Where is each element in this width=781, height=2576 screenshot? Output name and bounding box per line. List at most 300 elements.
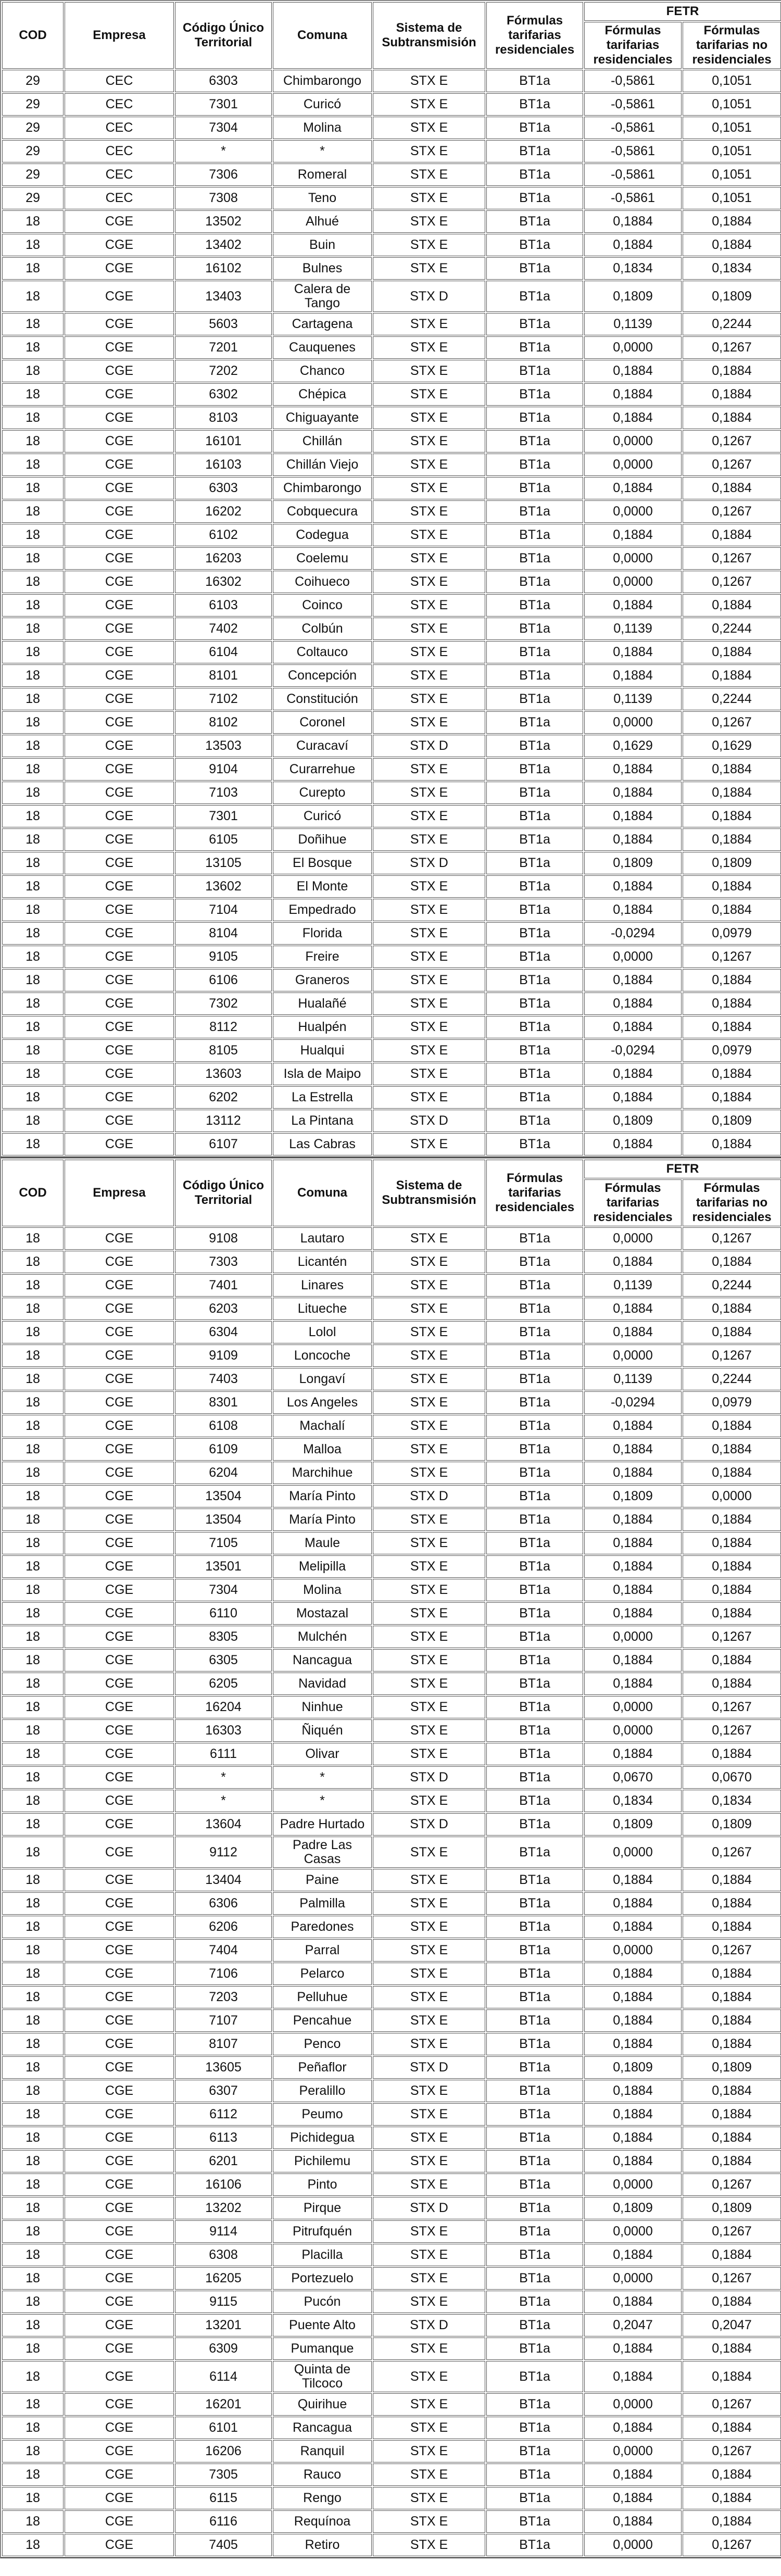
cell-formula-tarifaria: BT1a — [486, 2244, 583, 2266]
cell-sistema-subtransmision: STX E — [373, 234, 485, 256]
cell-fetr-no-residencial: 0,1884 — [683, 2338, 781, 2360]
cell-empresa: CEC — [65, 187, 174, 209]
cell-sistema-subtransmision: STX E — [373, 1368, 485, 1390]
cell-cod: 18 — [2, 2009, 64, 2032]
table-row — [2, 641, 781, 663]
cell-sistema-subtransmision: STX E — [373, 2244, 485, 2266]
table-row — [2, 1579, 781, 1601]
cell-empresa: CGE — [65, 1766, 174, 1789]
table-row — [2, 1939, 781, 1962]
cell-empresa: CGE — [65, 1039, 174, 1062]
table-row — [2, 805, 781, 827]
cell-fetr-residencial: 0,1884 — [584, 1321, 682, 1343]
cell-fetr-residencial: 0,0000 — [584, 1626, 682, 1648]
cell-empresa: CGE — [65, 2056, 174, 2079]
cell-codigo-unico-territorial: 13504 — [175, 1509, 272, 1531]
table-row — [2, 2440, 781, 2462]
cell-fetr-no-residencial: 0,1267 — [683, 454, 781, 476]
cell-sistema-subtransmision: STX E — [373, 1555, 485, 1578]
cell-fetr-no-residencial: 0,1884 — [683, 2009, 781, 2032]
cell-fetr-residencial: -0,0294 — [584, 922, 682, 945]
cell-sistema-subtransmision: STX E — [373, 922, 485, 945]
cell-sistema-subtransmision: STX E — [373, 1532, 485, 1554]
cell-fetr-residencial: 0,1884 — [584, 1579, 682, 1601]
table-row — [2, 1086, 781, 1109]
cell-empresa: CGE — [65, 2361, 174, 2392]
cell-sistema-subtransmision: STX E — [373, 641, 485, 663]
table-row — [2, 1016, 781, 1038]
cell-fetr-residencial: 0,1834 — [584, 257, 682, 280]
cell-fetr-residencial: -0,5861 — [584, 164, 682, 186]
cell-sistema-subtransmision: STX E — [373, 1696, 485, 1718]
cell-formula-tarifaria: BT1a — [486, 992, 583, 1015]
cell-fetr-no-residencial: 0,1884 — [683, 1321, 781, 1343]
cell-fetr-no-residencial: 0,1884 — [683, 1086, 781, 1109]
header-fetr: FETR — [584, 2, 781, 21]
cell-empresa: CGE — [65, 1485, 174, 1507]
cell-comuna: Mulchén — [273, 1626, 372, 1648]
cell-empresa: CGE — [65, 1415, 174, 1437]
cell-comuna: Pirque — [273, 2197, 372, 2219]
table-row — [2, 547, 781, 570]
header-sistema-subtransmision: Sistema de Subtransmisión — [373, 1160, 485, 1226]
cell-codigo-unico-territorial: 16201 — [175, 2393, 272, 2416]
cell-cod: 18 — [2, 2291, 64, 2313]
cell-comuna: Marchihue — [273, 1462, 372, 1484]
cell-formula-tarifaria: BT1a — [486, 2464, 583, 2486]
cell-formula-tarifaria: BT1a — [486, 735, 583, 757]
cell-codigo-unico-territorial: 16103 — [175, 454, 272, 476]
table-row — [2, 117, 781, 139]
cell-fetr-residencial: 0,1884 — [584, 1063, 682, 1085]
cell-cod: 18 — [2, 571, 64, 593]
cell-comuna: Cartagena — [273, 313, 372, 335]
table-row — [2, 1626, 781, 1648]
cell-formula-tarifaria: BT1a — [486, 140, 583, 162]
header-fetr-residenciales: Fórmulas tarifarias residenciales — [584, 1179, 682, 1226]
cell-cod: 18 — [2, 477, 64, 499]
cell-comuna: Pumanque — [273, 2338, 372, 2360]
cell-fetr-residencial: 0,1809 — [584, 2197, 682, 2219]
cell-fetr-no-residencial: 0,1051 — [683, 70, 781, 92]
cell-fetr-residencial: 0,1884 — [584, 594, 682, 617]
cell-empresa: CGE — [65, 1509, 174, 1531]
cell-fetr-residencial: 0,0670 — [584, 1766, 682, 1789]
cell-sistema-subtransmision: STX E — [373, 2267, 485, 2290]
cell-fetr-no-residencial: 0,1809 — [683, 281, 781, 312]
cell-codigo-unico-territorial: 6104 — [175, 641, 272, 663]
cell-fetr-residencial: 0,1884 — [584, 1869, 682, 1891]
cell-cod: 18 — [2, 1790, 64, 1812]
cell-formula-tarifaria: BT1a — [486, 454, 583, 476]
cell-fetr-no-residencial: 0,1267 — [683, 2393, 781, 2416]
table-row — [2, 2173, 781, 2196]
cell-sistema-subtransmision: STX E — [373, 969, 485, 991]
header-sistema-subtransmision: Sistema de Subtransmisión — [373, 2, 485, 69]
cell-formula-tarifaria: BT1a — [486, 1916, 583, 1938]
cell-empresa: CGE — [65, 805, 174, 827]
cell-cod: 18 — [2, 2103, 64, 2126]
table-row — [2, 2220, 781, 2243]
cell-sistema-subtransmision: STX E — [373, 2510, 485, 2533]
header-codigo-unico-territorial: Código Único Territorial — [175, 1160, 272, 1226]
cell-empresa: CGE — [65, 210, 174, 233]
cell-formula-tarifaria: BT1a — [486, 2291, 583, 2313]
cell-sistema-subtransmision: STX E — [373, 1837, 485, 1868]
cell-cod: 18 — [2, 336, 64, 359]
table-row — [2, 383, 781, 406]
cell-codigo-unico-territorial: 7304 — [175, 1579, 272, 1601]
table-row — [2, 875, 781, 898]
cell-comuna: Pinto — [273, 2173, 372, 2196]
cell-formula-tarifaria: BT1a — [486, 641, 583, 663]
table-row — [2, 2150, 781, 2172]
cell-empresa: CGE — [65, 1086, 174, 1109]
cell-fetr-no-residencial: 0,1629 — [683, 735, 781, 757]
cell-codigo-unico-territorial: 6115 — [175, 2487, 272, 2509]
cell-sistema-subtransmision: STX E — [373, 664, 485, 687]
cell-comuna: Chillán Viejo — [273, 454, 372, 476]
cell-fetr-no-residencial: 0,1884 — [683, 1438, 781, 1461]
cell-fetr-residencial: 0,2047 — [584, 2314, 682, 2336]
cell-sistema-subtransmision: STX E — [373, 164, 485, 186]
cell-empresa: CGE — [65, 2244, 174, 2266]
cell-fetr-no-residencial: 0,1884 — [683, 1892, 781, 1915]
cell-fetr-residencial: 0,1884 — [584, 1462, 682, 1484]
cell-empresa: CGE — [65, 2338, 174, 2360]
cell-fetr-no-residencial: 0,1884 — [683, 2080, 781, 2102]
table-row — [2, 1133, 781, 1155]
cell-fetr-no-residencial: 0,1884 — [683, 782, 781, 804]
cell-sistema-subtransmision: STX E — [373, 210, 485, 233]
cell-comuna: El Bosque — [273, 852, 372, 874]
cell-fetr-no-residencial: 0,1267 — [683, 1227, 781, 1250]
cell-fetr-residencial: 0,1884 — [584, 782, 682, 804]
cell-codigo-unico-territorial: 6205 — [175, 1673, 272, 1695]
cell-fetr-residencial: 0,1884 — [584, 1649, 682, 1672]
cell-comuna: Palmilla — [273, 1892, 372, 1915]
cell-codigo-unico-territorial: 8102 — [175, 711, 272, 734]
cell-fetr-no-residencial: 0,1267 — [683, 2173, 781, 2196]
cell-codigo-unico-territorial: 16202 — [175, 500, 272, 523]
cell-fetr-residencial: 0,0000 — [584, 2220, 682, 2243]
header-fetr: FETR — [584, 1160, 781, 1178]
cell-fetr-no-residencial: 0,0000 — [683, 1485, 781, 1507]
cell-fetr-no-residencial: 0,1884 — [683, 2487, 781, 2509]
cell-fetr-no-residencial: 0,2244 — [683, 1368, 781, 1390]
cell-sistema-subtransmision: STX E — [373, 1391, 485, 1414]
cell-sistema-subtransmision: STX E — [373, 805, 485, 827]
cell-sistema-subtransmision: STX D — [373, 1766, 485, 1789]
cell-formula-tarifaria: BT1a — [486, 210, 583, 233]
cell-sistema-subtransmision: STX D — [373, 1813, 485, 1836]
cell-fetr-residencial: 0,1884 — [584, 2033, 682, 2055]
header-formulas-tarifarias: Fórmulas tarifarias residenciales — [486, 2, 583, 69]
cell-empresa: CGE — [65, 360, 174, 382]
cell-formula-tarifaria: BT1a — [486, 1509, 583, 1531]
cell-fetr-no-residencial: 0,1884 — [683, 2244, 781, 2266]
cell-cod: 18 — [2, 641, 64, 663]
table-row — [2, 257, 781, 280]
table-row — [2, 1462, 781, 1484]
table-row — [2, 2417, 781, 2439]
cell-fetr-residencial: 0,1884 — [584, 2150, 682, 2172]
table-row — [2, 2393, 781, 2416]
cell-codigo-unico-territorial: 6203 — [175, 1298, 272, 1320]
cell-codigo-unico-territorial: 8107 — [175, 2033, 272, 2055]
cell-empresa: CGE — [65, 1391, 174, 1414]
cell-formula-tarifaria: BT1a — [486, 1438, 583, 1461]
cell-empresa: CGE — [65, 1555, 174, 1578]
cell-formula-tarifaria: BT1a — [486, 1869, 583, 1891]
cell-fetr-no-residencial: 0,1884 — [683, 1869, 781, 1891]
cell-fetr-residencial: 0,0000 — [584, 1837, 682, 1868]
cell-fetr-residencial: 0,1884 — [584, 2127, 682, 2149]
cell-cod: 29 — [2, 140, 64, 162]
cell-cod: 18 — [2, 1579, 64, 1601]
cell-sistema-subtransmision: STX E — [373, 2173, 485, 2196]
cell-fetr-residencial: 0,1809 — [584, 2056, 682, 2079]
cell-empresa: CGE — [65, 711, 174, 734]
cell-formula-tarifaria: BT1a — [486, 1766, 583, 1789]
cell-cod: 18 — [2, 1939, 64, 1962]
cell-comuna: Coronel — [273, 711, 372, 734]
table-row — [2, 407, 781, 429]
cell-comuna: Cobquecura — [273, 500, 372, 523]
cell-sistema-subtransmision: STX E — [373, 571, 485, 593]
cell-empresa: CGE — [65, 1790, 174, 1812]
cell-fetr-residencial: 0,1139 — [584, 1274, 682, 1297]
cell-empresa: CGE — [65, 2127, 174, 2149]
header-cod: COD — [2, 2, 64, 69]
table-row — [2, 1485, 781, 1507]
cell-empresa: CEC — [65, 164, 174, 186]
cell-comuna: Lolol — [273, 1321, 372, 1343]
cell-fetr-no-residencial: 0,1884 — [683, 2464, 781, 2486]
cell-sistema-subtransmision: STX D — [373, 2314, 485, 2336]
cell-comuna: Malloa — [273, 1438, 372, 1461]
cell-comuna: Romeral — [273, 164, 372, 186]
cell-cod: 29 — [2, 117, 64, 139]
cell-sistema-subtransmision: STX E — [373, 1274, 485, 1297]
cell-codigo-unico-territorial: 7103 — [175, 782, 272, 804]
cell-codigo-unico-territorial: 7402 — [175, 618, 272, 640]
table-row — [2, 1986, 781, 2008]
cell-cod: 18 — [2, 1485, 64, 1507]
cell-comuna: Retiro — [273, 2534, 372, 2556]
cell-sistema-subtransmision: STX E — [373, 2150, 485, 2172]
cell-fetr-residencial: 0,1139 — [584, 1368, 682, 1390]
cell-comuna: Litueche — [273, 1298, 372, 1320]
header-fetr-no-residenciales: Fórmulas tarifarias no residenciales — [683, 22, 781, 69]
cell-formula-tarifaria: BT1a — [486, 1939, 583, 1962]
cell-fetr-no-residencial: 0,1884 — [683, 2417, 781, 2439]
table-row — [2, 187, 781, 209]
cell-cod: 18 — [2, 688, 64, 710]
cell-empresa: CGE — [65, 2417, 174, 2439]
cell-sistema-subtransmision: STX E — [373, 2103, 485, 2126]
cell-empresa: CGE — [65, 1986, 174, 2008]
fetr-table — [0, 1158, 781, 2558]
cell-formula-tarifaria: BT1a — [486, 1016, 583, 1038]
cell-codigo-unico-territorial: 9112 — [175, 1837, 272, 1868]
cell-cod: 18 — [2, 1039, 64, 1062]
cell-formula-tarifaria: BT1a — [486, 1298, 583, 1320]
cell-cod: 18 — [2, 281, 64, 312]
cell-comuna: Coihueco — [273, 571, 372, 593]
cell-cod: 18 — [2, 2510, 64, 2533]
cell-codigo-unico-territorial: 13603 — [175, 1063, 272, 1085]
table-row — [2, 852, 781, 874]
cell-codigo-unico-territorial: 16102 — [175, 257, 272, 280]
cell-empresa: CGE — [65, 664, 174, 687]
cell-cod: 18 — [2, 946, 64, 968]
cell-codigo-unico-territorial: 7404 — [175, 1939, 272, 1962]
cell-cod: 18 — [2, 1673, 64, 1695]
cell-comuna: Pichidegua — [273, 2127, 372, 2149]
cell-comuna: Placilla — [273, 2244, 372, 2266]
cell-empresa: CGE — [65, 2173, 174, 2196]
cell-fetr-residencial: 0,0000 — [584, 500, 682, 523]
cell-fetr-no-residencial: 0,1051 — [683, 93, 781, 116]
cell-formula-tarifaria: BT1a — [486, 1321, 583, 1343]
cell-empresa: CGE — [65, 1813, 174, 1836]
cell-formula-tarifaria: BT1a — [486, 1555, 583, 1578]
cell-fetr-no-residencial: 0,1884 — [683, 1509, 781, 1531]
cell-formula-tarifaria: BT1a — [486, 2220, 583, 2243]
cell-fetr-residencial: 0,1884 — [584, 1251, 682, 1273]
cell-formula-tarifaria: BT1a — [486, 1963, 583, 1985]
cell-fetr-residencial: 0,1139 — [584, 618, 682, 640]
cell-cod: 18 — [2, 1837, 64, 1868]
cell-sistema-subtransmision: STX E — [373, 117, 485, 139]
cell-fetr-residencial: 0,1884 — [584, 2103, 682, 2126]
cell-fetr-residencial: 0,1809 — [584, 1485, 682, 1507]
cell-cod: 18 — [2, 2150, 64, 2172]
cell-codigo-unico-territorial: 7306 — [175, 164, 272, 186]
cell-fetr-no-residencial: 0,1884 — [683, 594, 781, 617]
cell-codigo-unico-territorial: 13602 — [175, 875, 272, 898]
cell-codigo-unico-territorial: 13605 — [175, 2056, 272, 2079]
cell-formula-tarifaria: BT1a — [486, 2056, 583, 2079]
cell-sistema-subtransmision: STX E — [373, 430, 485, 453]
cell-comuna: Cauquenes — [273, 336, 372, 359]
cell-fetr-no-residencial: 0,1884 — [683, 234, 781, 256]
cell-fetr-residencial: 0,1884 — [584, 969, 682, 991]
cell-empresa: CGE — [65, 782, 174, 804]
cell-cod: 18 — [2, 2487, 64, 2509]
cell-sistema-subtransmision: STX E — [373, 336, 485, 359]
cell-fetr-no-residencial: 0,1809 — [683, 1110, 781, 1132]
cell-comuna: Parral — [273, 1939, 372, 1962]
cell-comuna: Los Angeles — [273, 1391, 372, 1414]
cell-fetr-no-residencial: 0,0979 — [683, 1391, 781, 1414]
cell-empresa: CGE — [65, 1016, 174, 1038]
cell-formula-tarifaria: BT1a — [486, 2150, 583, 2172]
table-row — [2, 2338, 781, 2360]
cell-empresa: CGE — [65, 1719, 174, 1742]
cell-fetr-no-residencial: 0,0979 — [683, 922, 781, 945]
table-row — [2, 336, 781, 359]
cell-cod: 18 — [2, 922, 64, 945]
table-row — [2, 2056, 781, 2079]
cell-cod: 18 — [2, 383, 64, 406]
cell-empresa: CGE — [65, 2220, 174, 2243]
cell-formula-tarifaria: BT1a — [486, 117, 583, 139]
table-row — [2, 1039, 781, 1062]
cell-fetr-no-residencial: 0,1884 — [683, 828, 781, 851]
cell-comuna: Curacaví — [273, 735, 372, 757]
cell-codigo-unico-territorial: 6110 — [175, 1602, 272, 1625]
cell-codigo-unico-territorial: 6111 — [175, 1743, 272, 1765]
cell-comuna: Peralillo — [273, 2080, 372, 2102]
cell-empresa: CGE — [65, 430, 174, 453]
cell-fetr-residencial: 0,1884 — [584, 477, 682, 499]
cell-sistema-subtransmision: STX E — [373, 313, 485, 335]
cell-fetr-no-residencial: 0,1884 — [683, 2127, 781, 2149]
cell-codigo-unico-territorial: 6107 — [175, 1133, 272, 1155]
cell-fetr-residencial: 0,1884 — [584, 758, 682, 781]
cell-cod: 18 — [2, 2056, 64, 2079]
cell-formula-tarifaria: BT1a — [486, 313, 583, 335]
cell-fetr-no-residencial: 0,1267 — [683, 1344, 781, 1367]
table-row — [2, 2510, 781, 2533]
cell-sistema-subtransmision: STX E — [373, 407, 485, 429]
cell-fetr-no-residencial: 0,1884 — [683, 1532, 781, 1554]
cell-cod: 18 — [2, 430, 64, 453]
cell-comuna: Requínoa — [273, 2510, 372, 2533]
table-row — [2, 992, 781, 1015]
cell-formula-tarifaria: BT1a — [486, 2534, 583, 2556]
cell-comuna: Rauco — [273, 2464, 372, 2486]
cell-fetr-residencial: 0,1884 — [584, 2080, 682, 2102]
cell-comuna: Padre Las Casas — [273, 1837, 372, 1868]
cell-sistema-subtransmision: STX E — [373, 70, 485, 92]
table-row — [2, 2464, 781, 2486]
table-row — [2, 1696, 781, 1718]
table-row — [2, 1368, 781, 1390]
table-row — [2, 1251, 781, 1273]
table-row — [2, 828, 781, 851]
cell-fetr-residencial: 0,1884 — [584, 360, 682, 382]
cell-fetr-no-residencial: 0,2244 — [683, 1274, 781, 1297]
cell-codigo-unico-territorial: 7308 — [175, 187, 272, 209]
cell-fetr-residencial: 0,0000 — [584, 1719, 682, 1742]
cell-empresa: CGE — [65, 1438, 174, 1461]
cell-codigo-unico-territorial: 7106 — [175, 1963, 272, 1985]
cell-codigo-unico-territorial: 7304 — [175, 117, 272, 139]
cell-formula-tarifaria: BT1a — [486, 1696, 583, 1718]
cell-cod: 18 — [2, 2361, 64, 2392]
table-row — [2, 2267, 781, 2290]
cell-cod: 18 — [2, 1110, 64, 1132]
cell-fetr-no-residencial: 0,1884 — [683, 2103, 781, 2126]
cell-comuna: Las Cabras — [273, 1133, 372, 1155]
cell-fetr-no-residencial: 0,1267 — [683, 547, 781, 570]
cell-fetr-no-residencial: 0,1884 — [683, 641, 781, 663]
table-row — [2, 1532, 781, 1554]
cell-empresa: CGE — [65, 1462, 174, 1484]
cell-cod: 18 — [2, 1438, 64, 1461]
cell-codigo-unico-territorial: 8301 — [175, 1391, 272, 1414]
cell-formula-tarifaria: BT1a — [486, 281, 583, 312]
table-row — [2, 234, 781, 256]
cell-formula-tarifaria: BT1a — [486, 2487, 583, 2509]
cell-empresa: CGE — [65, 500, 174, 523]
cell-formula-tarifaria: BT1a — [486, 2127, 583, 2149]
cell-comuna: Molina — [273, 117, 372, 139]
cell-comuna: Hualpén — [273, 1016, 372, 1038]
